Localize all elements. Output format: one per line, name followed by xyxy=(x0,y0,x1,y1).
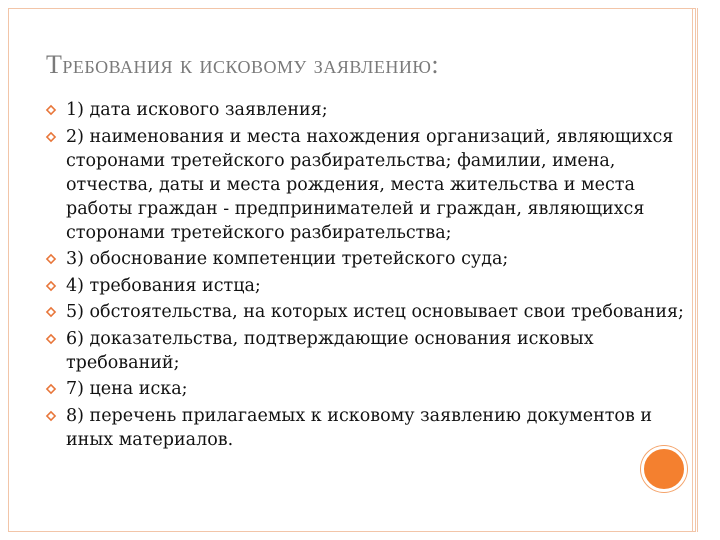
orange-circle-decoration xyxy=(641,446,687,492)
list-item-text: 1) дата искового заявления; xyxy=(66,100,328,120)
list-item-text: 3) обоснование компетенции третейского суда; xyxy=(66,249,509,269)
list-item xyxy=(46,247,696,271)
list-item xyxy=(46,125,696,245)
list-item-text: 5) обстоятельства, на которых истец основывает свои требования; xyxy=(66,302,684,322)
list-item xyxy=(46,274,696,298)
bullet-icon xyxy=(45,131,57,143)
bullet-icon xyxy=(45,280,57,292)
slide-title: Требования к исковому заявлению: xyxy=(46,50,440,79)
bullet-icon xyxy=(45,306,57,318)
bullet-icon xyxy=(45,253,57,265)
bullet-icon xyxy=(45,104,57,116)
list-item-text: 2) наименования и места нахождения организаций, являющихся сторонами третейского разбирательства; фамилии, имена, отчества, даты и места рождения, места жительства и места работы граждан - предпринимателей и граждан, являющихся сторонами третейского разбирательства; xyxy=(66,126,674,243)
requirements-list xyxy=(46,98,696,454)
bullet-icon xyxy=(45,383,57,395)
list-item xyxy=(46,300,696,324)
list-item xyxy=(46,377,696,401)
list-item xyxy=(46,404,696,452)
bullet-icon xyxy=(45,333,57,345)
list-item-text: 7) цена иска; xyxy=(66,379,188,399)
list-item-text: 4) требования истца; xyxy=(66,275,261,296)
list-item xyxy=(46,327,696,375)
bullet-icon xyxy=(45,410,57,422)
list-item-text: 6) доказательства, подтверждающие основания исковых требований; xyxy=(66,328,594,373)
list-item xyxy=(46,98,696,122)
list-item-text: 8) перечень прилагаемых к исковому заявлению документов и иных материалов. xyxy=(66,405,653,450)
